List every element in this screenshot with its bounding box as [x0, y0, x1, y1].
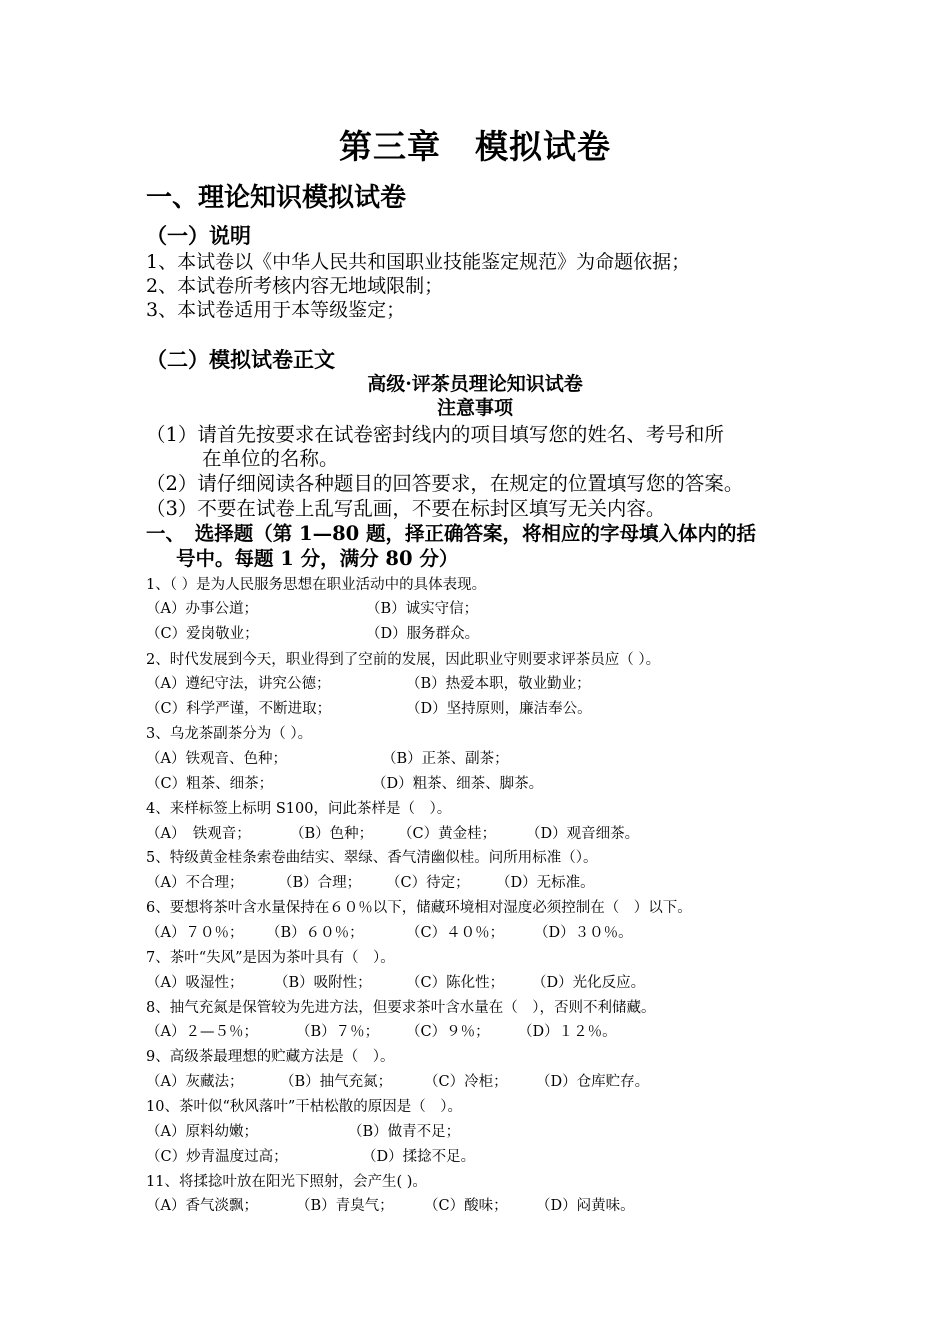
paper-heading: （二）模拟试卷正文	[146, 347, 335, 372]
option-c: （C）黄金桂；	[398, 826, 497, 842]
option-a: （A）办事公道；	[146, 601, 258, 617]
question-stem: 1、（ ）是为人民服务思想在职业活动中的具体表现。	[146, 577, 487, 593]
option-c: （C）粗茶、细茶；	[146, 776, 274, 792]
option-b: （B）做青不足；	[348, 1124, 461, 1140]
question-stem: 3、乌龙茶副茶分为（ ）。	[146, 726, 313, 742]
option-d: （D）粗茶、细茶、脚茶。	[372, 776, 544, 792]
question-stem: 4、来样标签上标明 S100，问此茶样是（ ）。	[146, 801, 452, 817]
option-a: （A） 铁观音；	[146, 826, 251, 842]
option-a: （A）香气淡飘；	[146, 1198, 258, 1214]
option-b: （B）抽气充氮；	[280, 1074, 393, 1090]
option-d: （D）仓库贮存。	[536, 1074, 650, 1090]
option-a: （A）吸湿性；	[146, 975, 244, 991]
option-d: （D）服务群众。	[366, 626, 480, 642]
section-title-theory: 一、理论知识模拟试卷	[146, 183, 407, 213]
option-b: （B）热爱本职，敬业勤业；	[406, 676, 591, 692]
question-stem: 8、抽气充氮是保管较为先进方法，但要求茶叶含水量在（ ），否则不利储藏。	[146, 1000, 656, 1016]
question-stem: 5、特级黄金桂条索卷曲结实、翠绿、香气清幽似桂。问所用标准（）。	[146, 850, 598, 866]
explain-heading: （一）说明	[146, 223, 251, 248]
option-c: （C）冷柜；	[424, 1074, 508, 1090]
option-b: （B）青臭气；	[296, 1198, 394, 1214]
option-a: （A）７０％；	[146, 925, 244, 941]
option-d: （D）３０％。	[534, 925, 633, 941]
question-stem: 7、茶叶“失风”是因为茶叶具有（ ）。	[146, 950, 395, 966]
choice-section-title: 一、 选择题（第 1—80 题，择正确答案，将相应的字母填入体内的括	[146, 522, 757, 545]
option-d: （D）揉捻不足。	[362, 1149, 476, 1165]
option-a: （A）不合理；	[146, 875, 244, 891]
question-stem: 10、茶叶似“秋风落叶”干枯松散的原因是（ ）。	[146, 1099, 463, 1115]
option-d: （D）１２％。	[518, 1024, 617, 1040]
option-d: （D）坚持原则，廉洁奉公。	[406, 701, 592, 717]
notice-item: （3）不要在试卷上乱写乱画，不要在标封区填写无关内容。	[146, 497, 666, 520]
option-c: （C）炒青温度过高；	[146, 1149, 288, 1165]
option-c: （C）陈化性；	[406, 975, 505, 991]
option-c: （C）科学严谨，不断进取；	[146, 701, 332, 717]
notice-item: （1）请首先按要求在试卷密封线内的项目填写您的姓名、考号和所	[146, 423, 724, 446]
notice-item-continued: 在单位的名称。	[202, 447, 339, 470]
option-d: （D）无标准。	[496, 875, 595, 891]
option-b: （B）６０％；	[266, 925, 364, 941]
option-b: （B）合理；	[278, 875, 362, 891]
explain-item: 3、本试卷适用于本等级鉴定；	[146, 299, 406, 321]
notice-item: （2）请仔细阅读各种题目的回答要求，在规定的位置填写您的答案。	[146, 472, 744, 495]
question-stem: 11、将揉捻叶放在阳光下照射，会产生( )。	[146, 1174, 427, 1190]
question-stem: 6、要想将茶叶含水量保持在６０％以下，储藏环境相对湿度必须控制在（ ）以下。	[146, 900, 692, 916]
option-b: （B）诚实守信；	[366, 601, 479, 617]
chapter-title: 第三章 模拟试卷	[339, 127, 611, 166]
option-a: （A）２—５％；	[146, 1024, 258, 1040]
choice-section-title-continued: 号中。每题 1 分，满分 80 分）	[176, 547, 459, 570]
option-a: （A）铁观音、色种；	[146, 751, 287, 767]
paper-title: 高级·评茶员理论知识试卷	[367, 373, 583, 395]
option-a: （A）灰藏法；	[146, 1074, 244, 1090]
explain-item: 2、本试卷所考核内容无地域限制；	[146, 275, 444, 297]
notice-title: 注意事项	[436, 397, 513, 419]
option-a: （A）原料幼嫩；	[146, 1124, 258, 1140]
option-c: （C）４０％；	[406, 925, 505, 941]
option-b: （B）色种；	[290, 826, 374, 842]
option-c: （C）９％；	[406, 1024, 490, 1040]
option-c: （C）待定；	[386, 875, 470, 891]
question-stem: 2、时代发展到今天，职业得到了空前的发展，因此职业守则要求评茶员应（ ）。	[146, 652, 661, 668]
option-b: （B）正茶、副茶；	[382, 751, 509, 767]
option-c: （C）爱岗敬业；	[146, 626, 259, 642]
question-stem: 9、高级茶最理想的贮藏方法是（ ）。	[146, 1049, 395, 1065]
option-c: （C）酸味；	[424, 1198, 508, 1214]
option-d: （D）观音细茶。	[526, 826, 640, 842]
explain-item: 1、本试卷以《中华人民共和国职业技能鉴定规范》为命题依据；	[146, 251, 691, 273]
option-d: （D）光化反应。	[532, 975, 646, 991]
option-a: （A）遵纪守法，讲究公德；	[146, 676, 331, 692]
option-b: （B）吸附性；	[274, 975, 372, 991]
option-b: （B）７％；	[296, 1024, 380, 1040]
option-d: （D）闷黄味。	[536, 1198, 635, 1214]
